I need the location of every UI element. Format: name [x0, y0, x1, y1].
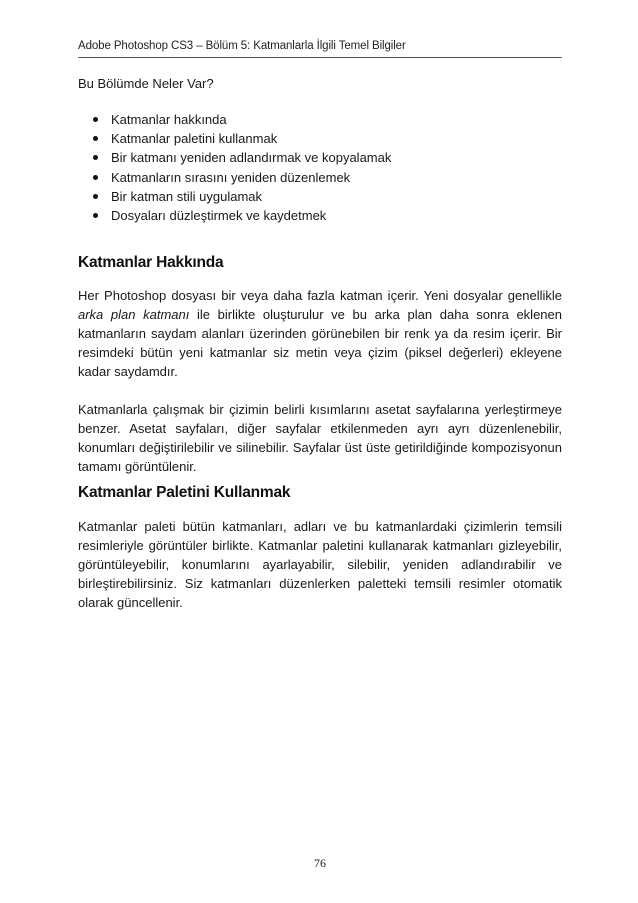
emphasis-text: arka plan katmanı [78, 307, 190, 322]
paragraph [78, 286, 562, 381]
bullet-icon [93, 213, 98, 218]
contents-list [78, 110, 562, 225]
page-number: 76 [314, 856, 326, 870]
contents-title: Bu Bölümde Neler Var? [78, 76, 214, 91]
list-item [78, 187, 562, 206]
paragraph: Katmanlarla çalışmak bir çizimin belirli kısımlarını asetat sayfalarına yerleştirmeye benzer. Asetat sayfaları, diğer sayfalar etkilenmeden ayrı ayrı düzenlenebilir, konumları değiştirilebilir ve silinebilir. Sayfalar üst üste getirildiğinde kompozisyonun tamamı görüntülenir. [78, 402, 562, 474]
list-item [78, 206, 562, 225]
list-item-text: Bir katmanı yeniden adlandırmak ve kopyalamak [111, 150, 392, 166]
paragraph: Katmanlar paleti bütün katmanları, adları ve bu katmanlardaki çizimlerin temsili resimleriyle görüntüler birlikte. Katmanlar paletini kullanarak katmanları gizleyebilir, görüntüleyebilir, konumlarını ayarlayabilir, silebilir, yeniden adlandırabilir ve birleştirebilirsiniz. Siz katmanları düzenlerken paletteki temsili resimler otomatik olarak güncellenir. [78, 519, 562, 610]
list-item [78, 110, 562, 129]
bullet-icon [93, 155, 98, 160]
header-divider [78, 57, 562, 58]
bullet-icon [93, 136, 98, 141]
list-item-text: Bir katman stili uygulamak [111, 188, 262, 204]
paragraph-text: ile birlikte oluşturulur ve bu arka plan daha sonra eklenen katmanların saydam alanları üzerinden görünebilen bir renk ya da resim içerir. Bir resimdeki bütün yeni katmanlar siz metin veya çizim (piksel değerleri) ekleyene kadar saydamdır. [78, 307, 562, 379]
list-item [78, 168, 562, 187]
section-heading: Katmanlar Paletini Kullanmak [78, 484, 291, 501]
list-item [78, 148, 562, 167]
bullet-icon [93, 117, 98, 122]
bullet-icon [93, 194, 98, 199]
section-about-layers [78, 254, 562, 476]
document-page [78, 0, 562, 903]
running-header: Adobe Photoshop CS3 – Bölüm 5: Katmanlarla İlgili Temel Bilgiler [78, 40, 406, 52]
list-item-text: Katmanların sırasını yeniden düzenlemek [111, 169, 351, 185]
list-item-text: Katmanlar hakkında [111, 112, 227, 127]
bullet-icon [93, 175, 98, 180]
section-heading: Katmanlar Hakkında [78, 254, 224, 271]
chapter-contents [78, 76, 562, 225]
paragraph-text: Her Photoshop dosyası bir veya daha fazla katman içerir. Yeni dosyalar genellikle [78, 288, 562, 303]
list-item [78, 129, 562, 148]
list-item-text: Dosyaları düzleştirmek ve kaydetmek [111, 208, 327, 224]
list-item-text: Katmanlar paletini kullanmak [111, 131, 278, 147]
section-layers-palette [78, 484, 562, 612]
